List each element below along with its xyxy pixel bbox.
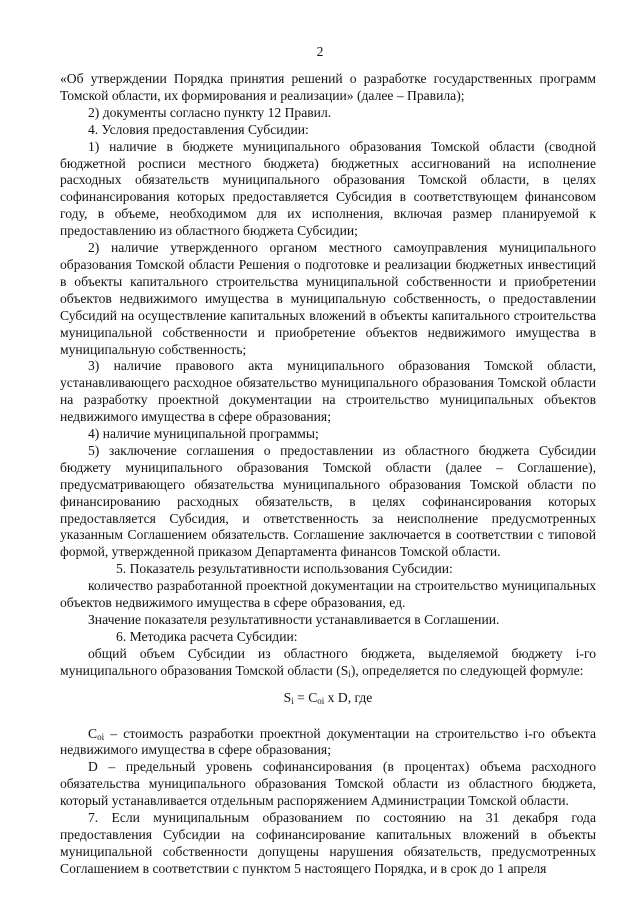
paragraph-indicator: количество разработанной проектной документации на строительство муниципальных объектов недвижимого имущества в сфере образования, ед.	[60, 578, 596, 611]
paragraph-coi-definition	[60, 726, 596, 760]
formula-s-subscript: i	[291, 695, 294, 706]
coi-text: – стоимость разработки проектной документации на строительство i-го объекта недвижимого имущества в сфере образования;	[60, 725, 596, 758]
method-text: общий объем Субсидии из областного бюджета, выделяемой бюджету i-го муниципального образования Томской области (S	[60, 645, 596, 678]
paragraph-violations: 7. Если муниципальным образованием по состоянию на 31 декабря года предоставления Субсидии на софинансирование капитальных вложений в объекты муниципальной собственности допущены нарушения обязательств, предусмотренных Соглашением в соответствии с пунктом 5 настоящего Порядка, и в срок до 1 апреля	[60, 810, 596, 876]
paragraph-condition-2: 2) наличие утвержденного органом местного самоуправления муниципального образования Томской области Решения о подготовке и реализации бюджетных инвестиций в объекты капитального строительства муниципальной собственности и приобретении объектов недвижимого имущества в муниципальную собственность, о предоставлении Субсидий на осуществление капитальных вложений в объекты капитального строительства муниципальной собственности и приобретение объектов недвижимого имущества в муниципальную собственность;	[60, 240, 596, 357]
method-subscript: i	[348, 668, 351, 679]
formula-eq: = C	[293, 689, 318, 705]
formula-tail: x D, где	[324, 689, 373, 705]
coi-subscript: oi	[97, 731, 105, 742]
section-heading-conditions: 4. Условия предоставления Субсидии:	[88, 121, 309, 137]
formula	[60, 690, 596, 707]
formula-s: S	[283, 689, 292, 705]
formula-c-subscript: oi	[317, 695, 325, 706]
paragraph-condition-3: 3) наличие правового акта муниципального образования Томской области, устанавливающего расходное обязательство муниципального образования Томской области на разработку проектной документации на строительство муниципальных объектов недвижимого имущества в сфере образования;	[60, 358, 596, 425]
method-tail: ), определяется по следующей формуле:	[350, 662, 584, 678]
paragraph-condition-5: 5) заключение соглашения о предоставлении из областного бюджета Субсидии бюджету муниципального образования Томской области (далее – Соглашение), предусматривающего обязательства муниципального образования Томской области по финансированию расходных обязательств, в целях софинансирования которых предоставляется Субсидия, и ответственность за неисполнение предусмотренных указанным Соглашением обязательств. Соглашение заключается в соответствии с типовой формой, утвержденной приказом Департамента финансов Томской области.	[60, 442, 596, 560]
paragraph-condition-4: 4) наличие муниципальной программы;	[88, 426, 319, 442]
section-heading-method: 6. Методика расчета Субсидии:	[116, 628, 298, 644]
document-body	[60, 71, 596, 878]
paragraph-condition-1: 1) наличие в бюджете муниципального образования Томской области (сводной бюджетной росписи местного бюджета) бюджетных ассигнований на исполнение расходных обязательств муниципального образования Томской области, в целях софинансирования которых предоставляется Субсидия в соответствующем финансовом году, в объеме, необходимом для их исполнения, включая размер планируемой к предоставлению из областного бюджета Субсидии;	[60, 138, 596, 239]
paragraph-rules-title: «Об утверждении Порядка принятия решений о разработке государственных программ Томской области, их формирования и реализации» (далее – Правила);	[60, 71, 596, 103]
paragraph-d-definition: D – предельный уровень софинансирования (в процентах) объема расходного обязательства муниципального образования Томской области из областного бюджета, который устанавливается отдельным распоряжением Администрации Томской области.	[60, 759, 596, 809]
paragraph-documents: 2) документы согласно пункту 12 Правил.	[88, 104, 332, 120]
coi-symbol: C	[88, 725, 98, 741]
section-heading-indicator: 5. Показатель результативности использования Субсидии:	[116, 561, 453, 577]
paragraph-indicator-value: Значение показателя результативности устанавливается в Соглашении.	[88, 612, 500, 627]
page-number: 2	[316, 44, 324, 59]
paragraph-method	[60, 646, 596, 680]
